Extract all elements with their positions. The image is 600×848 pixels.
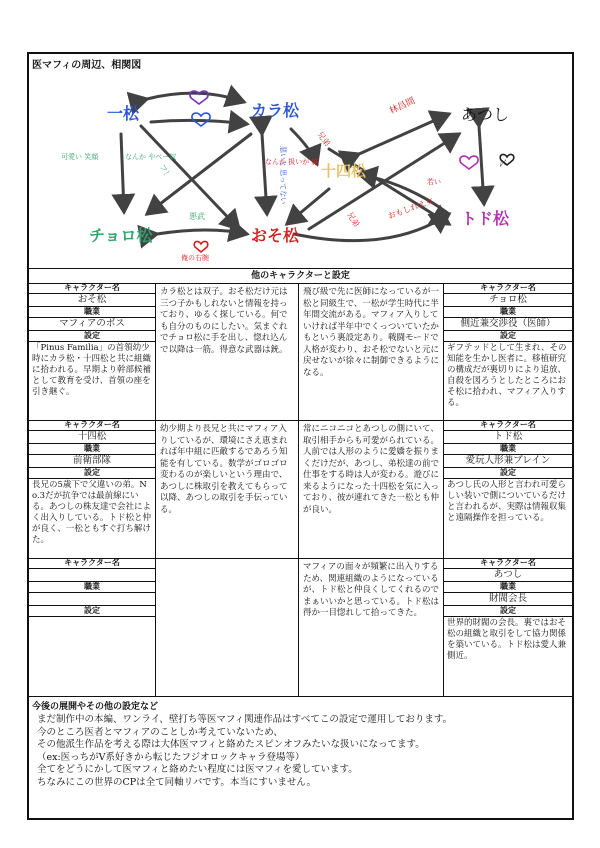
note-oso-bottom: 俺の右腕 <box>181 254 209 262</box>
char-card-right-2 <box>444 420 572 558</box>
heart-oso-bottom <box>194 241 208 252</box>
node-jushimatsu: 十四松 <box>321 163 367 180</box>
char-name: チョロ松 <box>444 294 572 307</box>
note-jushi-right: 林昌間 <box>388 96 417 117</box>
label-character-name: キャラクター名 <box>444 558 572 569</box>
arrow-ichi-kara-lower <box>151 120 247 124</box>
future-line: まだ制作中の本編、ワンライ、壁打ち等医マフィ関連作品はすべてこの設定で運用しております。 <box>37 714 453 725</box>
relationship-diagram <box>29 54 572 268</box>
note-kara-osocol-text: 悪いと 思ってない <box>279 146 287 205</box>
label-setting: 設定 <box>29 331 155 342</box>
note-kara-osocol <box>279 146 288 204</box>
note-oso-choro: 悪武 <box>189 212 205 221</box>
future-line: ちなみにこの世界のCPは全て同軸リバです。本当にすいません。 <box>37 776 316 788</box>
char-role: 財閥会長 <box>444 593 572 606</box>
label-role: 職業 <box>29 307 155 318</box>
label-setting: 設定 <box>29 468 155 479</box>
note-todo-oso: おもしれえ女 <box>386 196 435 221</box>
future-line: 今のところ医者とマフィアのことしか考えていないため、 <box>37 726 283 738</box>
relation-note <box>299 283 444 420</box>
character-row-1 <box>29 283 572 421</box>
section-title: 他のキャラクターと設定 <box>29 268 572 284</box>
relation-text <box>156 558 298 566</box>
label-setting: 設定 <box>29 606 155 617</box>
note-choro: フ！ <box>157 162 174 181</box>
note-atsushi-sleeve: 若い <box>427 178 441 186</box>
label-character-name: キャラクター名 <box>29 420 155 431</box>
future-body <box>29 714 572 789</box>
future-line: 全てをどうにかして医マフィと絡めたい程度には医マフィを愛しています。 <box>37 764 358 775</box>
arrow-kara-oso <box>262 134 267 214</box>
character-row-3 <box>29 558 572 697</box>
char-setting: 世界的財閥の会長。裏ではおそ松の組織と取引をして協力関係を築いている。トド松は愛人兼側近。 <box>447 618 567 661</box>
note-kara-oso <box>265 157 318 166</box>
note-jushi-oso: 兄弟 <box>345 210 362 229</box>
char-setting: 「Pinus Familia」の首領幼少時にカラ松・十四松と共に組織に拾われる。早期より幹部候補として教育を受け、首領の座を引き継ぐ。 <box>32 343 152 397</box>
node-atsushi: あつし <box>461 107 510 124</box>
relation-note <box>156 558 299 696</box>
note-ichi-left <box>61 152 99 161</box>
label-setting: 設定 <box>444 468 572 479</box>
seal-mark: 〆 <box>499 159 507 168</box>
note-ichi-left-text: 可愛い 笑顔 <box>61 153 99 161</box>
label-role: 職業 <box>29 582 155 593</box>
future-notes <box>29 697 572 818</box>
label-character-name: キャラクター名 <box>444 420 572 431</box>
character-row-2 <box>29 420 572 559</box>
relation-text: 幼少期より長兄と共にマフィア入りしているが、環境にさえ恵まれれば年中組に匹敵するであろう知能を有している。数学がゴロゴロ変わるのが楽しいという理由で、あつしに株取引を教えてもらって以降、あつしの取引を手伝っている。 <box>160 424 288 515</box>
relation-text: 常にニコニコとあつしの側にいて、取引相手からも可愛がられている。人前では人形のように愛嬌を振りまくだけだが、あつし、弟松達の前で仕事をする時は人が変わる。遊びに来るようになった十四松を気に入っており、彼が連れてきた一松とも仲が良い。 <box>303 424 440 515</box>
char-role: 前衛部隊 <box>29 455 155 468</box>
relation-note <box>156 283 299 420</box>
char-card-right-3 <box>444 558 572 696</box>
arrow-choro-oso <box>157 230 247 234</box>
node-todomatsu: トド松 <box>461 211 510 228</box>
char-name: おそ松 <box>29 294 155 307</box>
label-role: 職業 <box>444 582 572 593</box>
future-line: （ex:医っちがV系好きから転じたフジオロックキャラ登場等） <box>37 751 305 763</box>
note-ichi-right <box>125 152 176 161</box>
diagram-canvas <box>29 54 572 268</box>
future-title: 今後の展開やその他の設定など <box>32 702 159 712</box>
label-character-name: キャラクター名 <box>29 283 155 294</box>
char-card-left-2 <box>29 420 156 558</box>
label-setting: 設定 <box>444 331 572 342</box>
char-setting: ギフテッドとして生まれ、その知能を生かし医者に。移植研究の構成だが裏切りにより追放、自殺を図ろうとしたところにおそ松に拾われ、マフィア入りする。 <box>447 343 567 408</box>
node-osomatsu: おそ松 <box>251 228 300 245</box>
settings-sheet <box>27 52 574 820</box>
char-card-left-3 <box>29 558 156 696</box>
note-kara-oso-text: なんか 扱いが 雑 <box>265 158 319 166</box>
future-line: その他派生作品を考える際は大体医マフィと絡めたスピンオフみたいな扱いになってます。 <box>37 739 425 750</box>
node-karamatsu: カラ松 <box>251 103 300 120</box>
relation-note <box>299 558 444 696</box>
node-ichimatsu: 一松 <box>107 106 140 123</box>
relation-text: 飛び級で先に医師になっているが一松と同級生で、一松が学生時代に半年間交流がある。マフィア入りしていければ半年中でくっついていたかもという裏設定あり。戦闘モードで人格が変わり、おそ松でないと元に戻せないが徐々に制御できるようになる。 <box>303 287 440 378</box>
char-role: マフィアのボス <box>29 318 155 331</box>
label-character-name: キャラクター名 <box>29 558 155 569</box>
char-role: 愛玩人形兼ブレイン <box>444 455 572 468</box>
char-role <box>29 593 155 606</box>
note-jushi-left: 兄弟 <box>315 129 332 149</box>
node-choromatsu: チョロ松 <box>89 228 153 245</box>
char-setting: 長兄の5歳下で父違いの弟。No.3だが抗争では最前線にいる。あつしの株友達で会社によく出入りしている。トド松と仲が良く、一松ともすぐ打ち解けた。 <box>32 480 152 545</box>
char-role: 側近兼交渉役（医師） <box>444 318 572 331</box>
arrow-atsushi-todo <box>479 126 484 204</box>
arrow-ichi-choro <box>121 134 124 212</box>
relation-text: マフィアの面々が頻繁に出入りするため、関連組織のようになっているが、トド松と仲良くしてくれるのでまぁいいかと思っている。トド松は得か一目惚れして拾ってきた。 <box>303 562 440 618</box>
char-card-right-1 <box>444 283 572 420</box>
label-role: 職業 <box>444 307 572 318</box>
char-setting <box>29 617 155 619</box>
label-role: 職業 <box>444 444 572 455</box>
note-ichi-right-text: なんか やべー奴 <box>125 153 177 161</box>
char-name: 十四松 <box>29 431 155 444</box>
char-name <box>29 569 155 582</box>
char-name: あつし <box>444 569 572 582</box>
label-setting: 設定 <box>444 606 572 617</box>
arrow-oso-todo <box>294 214 449 241</box>
relation-note <box>299 420 444 558</box>
char-card-left-1 <box>29 283 156 420</box>
label-character-name: キャラクター名 <box>444 283 572 294</box>
heart-atsushi-todo <box>460 156 478 169</box>
relation-note <box>156 420 299 558</box>
relation-text: カラ松とは双子。おそ松だけ元は三つ子かもしれないと情報を持っており、ゆるく探している。何でも自分のものにしたい。気まぐれでチョロ松に手を出し、惚れ込んで以降は一筋。得意な武器は銃。 <box>160 287 288 355</box>
label-role: 職業 <box>29 444 155 455</box>
char-name: トド松 <box>444 431 572 444</box>
diagram-title: 医マフィの周辺、相関図 <box>32 60 142 71</box>
char-setting: あつし氏の人形と言われ可愛らしい装いで側についているだけと言われるが、実際は情報収集と遠隔操作を担っている。 <box>447 480 567 523</box>
